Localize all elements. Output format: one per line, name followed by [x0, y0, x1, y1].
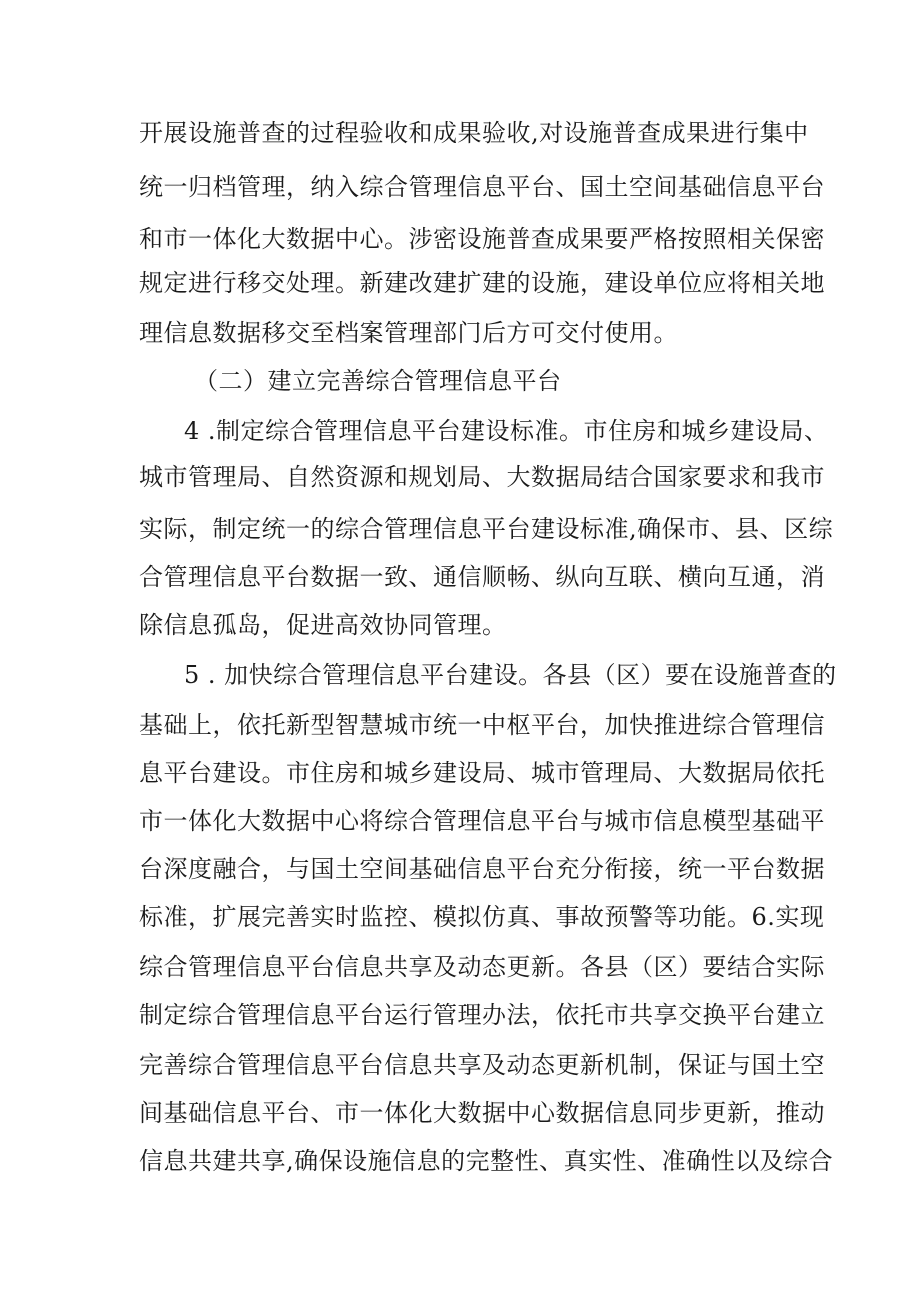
- paragraph-line: 综合管理信息平台信息共享及动态更新。各县（区）要结合实际: [139, 953, 825, 981]
- paragraph-line: 统一归档管理，纳入综合管理信息平台、国土空间基础信息平台: [139, 173, 825, 201]
- paragraph-line: 5 . 加快综合管理信息平台建设。各县（区）要在设施普查的: [184, 661, 837, 689]
- paragraph-line: 间基础信息平台、市一体化大数据中心数据信息同步更新，推动: [139, 1099, 825, 1127]
- paragraph-line: 制定综合管理信息平台运行管理办法，依托市共享交换平台建立: [139, 1001, 825, 1029]
- paragraph-line: 4 .制定综合管理信息平台建设标准。市住房和城乡建设局、: [184, 417, 829, 445]
- paragraph-line: 和市一体化大数据中心。涉密设施普查成果要严格按照相关保密: [139, 225, 825, 253]
- paragraph-line: 息平台建设。市住房和城乡建设局、城市管理局、大数据局依托: [139, 759, 825, 787]
- paragraph-line: 开展设施普查的过程验收和成果验收,对设施普查成果进行集中: [139, 119, 809, 147]
- paragraph-line: 理信息数据移交至档案管理部门后方可交付使用。: [139, 319, 678, 347]
- paragraph-line: 规定进行移交处理。新建改建扩建的设施，建设单位应将相关地: [139, 269, 825, 297]
- paragraph-line: 信息共建共享,确保设施信息的完整性、真实性、准确性以及综合: [139, 1147, 834, 1175]
- paragraph-line: 标准，扩展完善实时监控、模拟仿真、事故预警等功能。6.实现: [139, 903, 825, 931]
- paragraph-line: 基础上，依托新型智慧城市统一中枢平台，加快推进综合管理信: [139, 711, 825, 739]
- paragraph-line: 除信息孤岛，促进高效协同管理。: [139, 611, 507, 639]
- paragraph-line: 市一体化大数据中心将综合管理信息平台与城市信息模型基础平: [139, 807, 825, 835]
- section-heading: （二）建立完善综合管理信息平台: [194, 367, 562, 395]
- paragraph-line: 合管理信息平台数据一致、通信顺畅、纵向互联、横向互通，消: [139, 563, 825, 591]
- paragraph-line: 实际，制定统一的综合管理信息平台建设标准,确保市、县、区综: [139, 515, 834, 543]
- paragraph-line: 台深度融合，与国土空间基础信息平台充分衔接，统一平台数据: [139, 855, 825, 883]
- paragraph-line: 完善综合管理信息平台信息共享及动态更新机制，保证与国土空: [139, 1051, 825, 1079]
- paragraph-line: 城市管理局、自然资源和规划局、大数据局结合国家要求和我市: [139, 463, 825, 491]
